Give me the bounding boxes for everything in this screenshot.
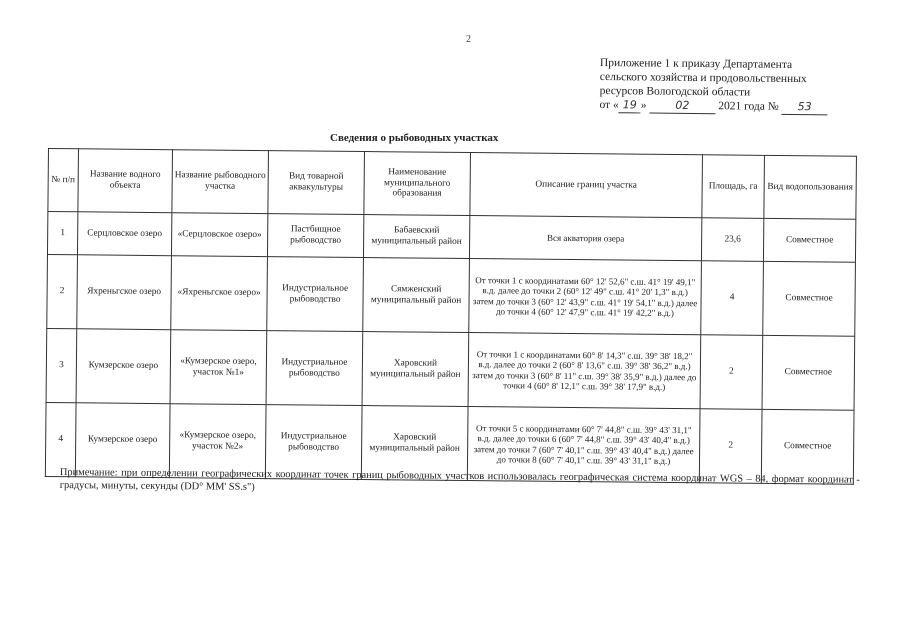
fish-plots-table: [45, 148, 857, 485]
water-body: Серцловское озеро: [77, 212, 171, 256]
header-area: Площадь, га: [702, 155, 765, 219]
row-number: 2: [47, 254, 78, 328]
order-day: 19: [619, 98, 641, 113]
row-number: 4: [45, 402, 76, 476]
plot-name: «Серцловское озеро»: [171, 213, 267, 257]
header-water-use: Вид водопользования: [764, 155, 857, 219]
table-header-row: [48, 149, 857, 220]
aquaculture-type: Индустриальное рыбоводство: [265, 405, 362, 480]
area: 2: [700, 335, 763, 410]
boundary-description: От точки 1 с координатами 60° 8' 14,3" с.ш. 39° 38' 18,2" в.д. далее до точки 2 (60° 8' 13,6" с.ш. 39° 38' 36,2" в.д.) затем до точки 3 (60° 8' 11" с.ш. 39° 38' 35,9" в.д.) далее до точки 4 (60° 8' 12,1" с.ш. 39° 38' 17,9" в.д.): [468, 333, 701, 409]
order-number: 53: [782, 100, 828, 115]
municipality: Сямженский муниципальный район: [363, 258, 470, 333]
area: 23,6: [701, 218, 763, 262]
table-row: [47, 212, 855, 263]
document-title: Сведения о рыбоводных участках: [330, 132, 499, 144]
order-date-line: [599, 98, 859, 116]
boundary-description: От точки 5 с координатами 60° 7' 44,8" с.ш. 39° 43' 31,1" в.д. далее до точки 6 (60° 7' 44,8" с.ш. 39° 43' 40,4" в.д.) затем до точки 7 (60° 7' 40,1" с.ш. 39° 43' 40,4" в.д.) далее до точки 8 (60° 7' 40,1" с.ш. 39° 43' 31,1" в.д.): [467, 407, 700, 483]
appendix-line-3: ресурсов Вологодской области: [599, 84, 751, 99]
row-number: 3: [46, 328, 77, 402]
table-row: [46, 328, 855, 410]
water-body: Кумзерское озеро: [76, 329, 171, 404]
plot-name: «Кумзерское озеро, участок №2»: [169, 404, 266, 479]
header-number: № п/п: [48, 149, 79, 212]
plot-name: «Кумзерское озеро, участок №1»: [170, 330, 267, 405]
header-municipality: Наименование муниципального образования: [364, 152, 471, 216]
appendix-line-1: Приложение 1 к приказу Департамента: [599, 56, 793, 72]
order-month: 02: [649, 99, 715, 115]
municipality: Бабаевский муниципальный район: [363, 215, 469, 259]
area: 4: [701, 261, 764, 336]
appendix-header: [599, 56, 860, 116]
order-year: 2021 года №: [718, 100, 779, 113]
water-use: Совместное: [763, 261, 856, 336]
page-number: 2: [466, 34, 471, 45]
header-boundary-description: Описание границ участка: [470, 153, 703, 218]
municipality: Харовский муниципальный район: [361, 406, 468, 481]
date-mid: »: [640, 99, 647, 112]
aquaculture-type: Индустриальное рыбоводство: [266, 331, 363, 406]
header-aquaculture-type: Вид товарной аквакультуры: [268, 151, 365, 215]
aquaculture-type: Индустриальное рыбоводство: [267, 257, 364, 332]
row-number: 1: [47, 212, 77, 255]
date-prefix: от «: [599, 98, 619, 112]
fish-plots-table-wrapper: [45, 148, 857, 485]
boundary-description: От точки 1 с координатами 60° 12' 52,6" с.ш. 41° 19' 49,1" в.д. далее до точки 2 (60° 12' 49" с.ш. 41° 20' 1,3" в.д.) затем до точки 3 (60° 12' 43,9" с.ш. 41° 19' 54,1" в.д.) далее до точки 4 (60° 12' 47,9" с.ш. 41° 19' 42,2" в.д.): [469, 259, 702, 335]
water-body: Яхреньгское озеро: [77, 255, 172, 330]
header-plot-name: Название рыбоводного участка: [172, 150, 269, 214]
appendix-line-2: сельского хозяйства и продовольственных: [599, 70, 807, 86]
water-body: Кумзерское озеро: [75, 403, 170, 478]
plot-name: «Яхреньгское озеро»: [171, 256, 268, 331]
municipality: Харовский муниципальный район: [362, 332, 469, 407]
boundary-description: Вся акватория озера: [469, 216, 701, 261]
area: 2: [699, 409, 762, 484]
aquaculture-type: Пастбищное рыбоводство: [267, 214, 363, 258]
water-use: Совместное: [761, 409, 854, 484]
water-use: Совместное: [763, 218, 855, 262]
header-water-body: Название водного объекта: [78, 149, 173, 213]
water-use: Совместное: [762, 335, 855, 410]
footnote: Примечание: при определении географических координат точек границ рыбоводных участков использовалась географическая система координат WGS – 84, формат координат - градусы, минуты, секунды (DD° MM' SS.s"): [59, 466, 860, 493]
table-row: [47, 254, 856, 336]
